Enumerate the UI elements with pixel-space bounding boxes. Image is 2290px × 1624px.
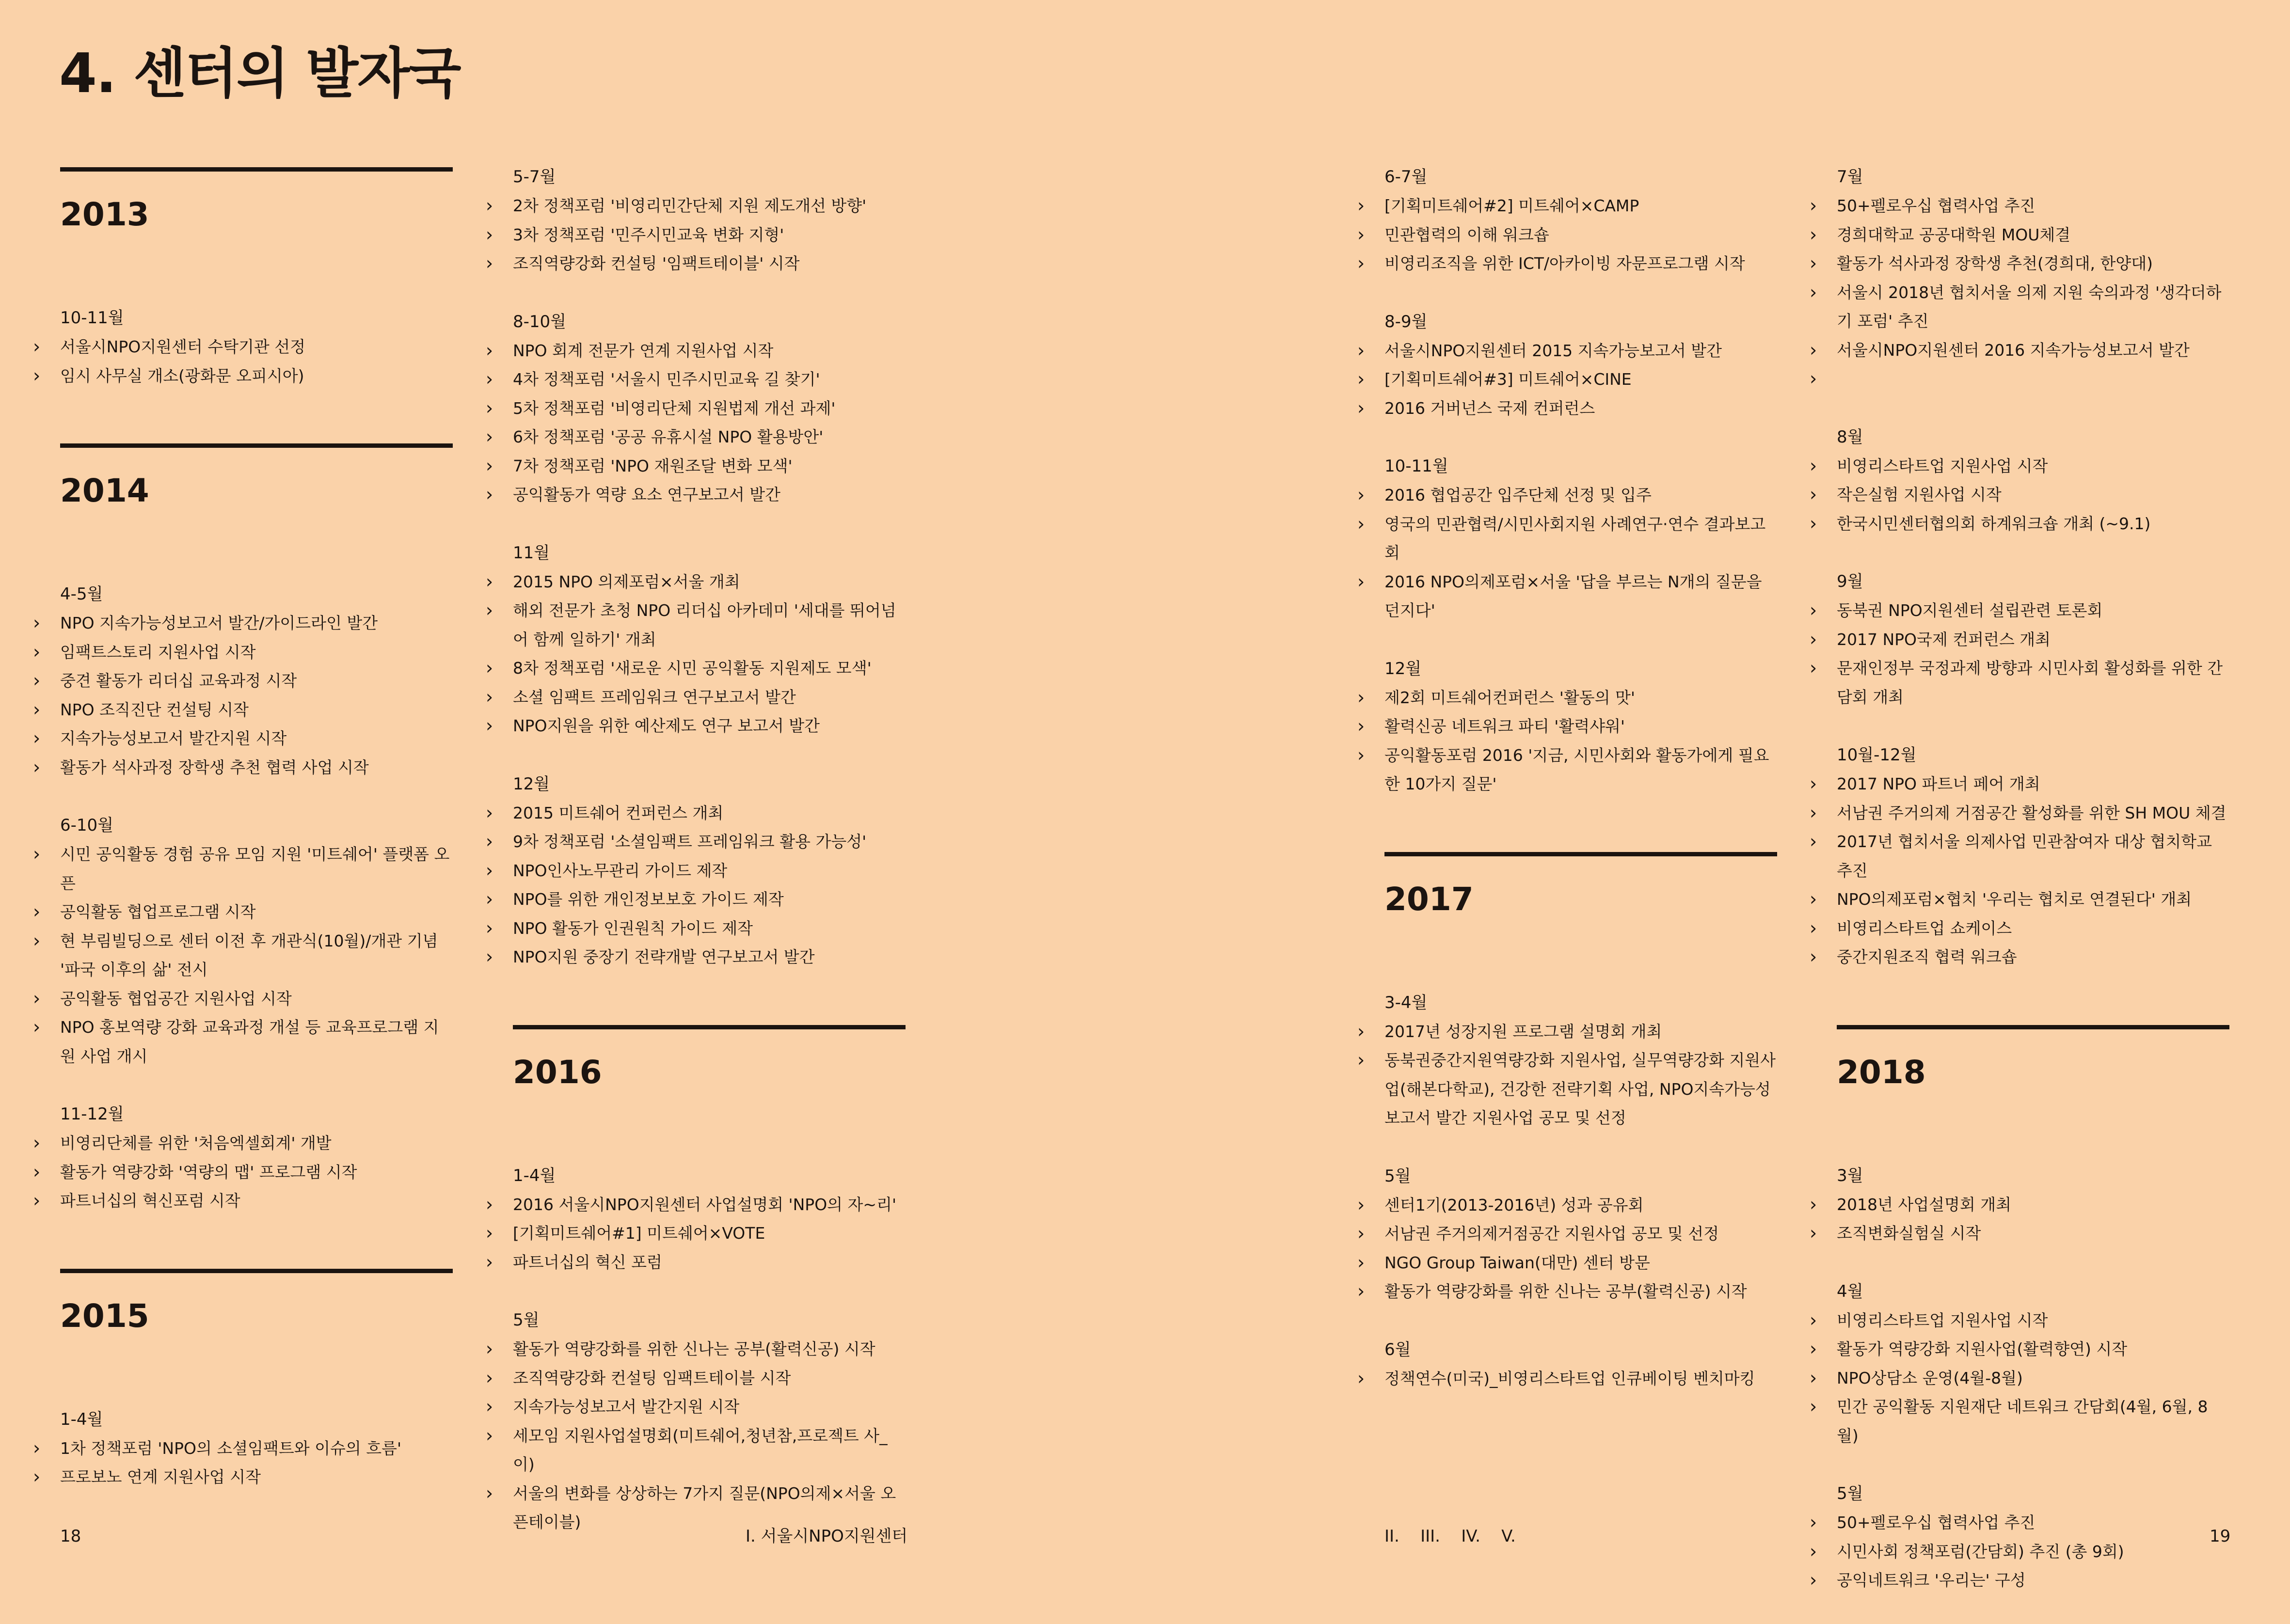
event-item: › 서남권 주거의제거점공간 지원사업 공모 및 선정 (1384, 1219, 1777, 1248)
event-item: › 지속가능성보고서 발간지원 시작 (60, 724, 453, 753)
event-item: › 센터1기(2013-2016년) 성과 공유회 (1384, 1191, 1777, 1220)
event-item: › 민간 공익활동 지원재단 네트워크 간담회(4월, 6월, 8월) (1837, 1392, 2229, 1450)
period-group (1384, 654, 1777, 799)
period-group (1837, 1277, 2229, 1451)
timeline-section (1384, 162, 1777, 799)
timeline-section (1384, 852, 1777, 1393)
event-item: › 세모임 지원사업설명회(미트쉐어,청년참,프로젝트 사_이) (513, 1421, 906, 1479)
period-label: 12월 (513, 774, 550, 794)
period-label: 4-5월 (60, 584, 103, 604)
period-label: 5-7월 (513, 167, 556, 187)
period-label: 10-11월 (1384, 457, 1448, 476)
section-divider (60, 1269, 453, 1273)
timeline-column-3 (1384, 162, 1777, 1422)
event-list (513, 1190, 906, 1277)
section-divider (1837, 1025, 2229, 1029)
event-list (1837, 1508, 2229, 1595)
event-item: › 중견 활동가 리더십 교육과정 시작 (60, 666, 453, 695)
event-item: › NGO Group Taiwan(대만) 센터 방문 (1384, 1248, 1777, 1277)
timeline-column-1 (60, 167, 453, 1521)
period-label: 7월 (1837, 167, 1863, 187)
event-list (60, 840, 453, 1071)
event-item: › 2017 NPO 파트너 페어 개최 (1837, 770, 2229, 799)
event-item: › 서울의 변화를 상상하는 7가지 질문(NPO의제×서울 오픈테이블) (513, 1479, 906, 1537)
event-item: › 경희대학교 공공대학원 MOU체결 (1837, 221, 2229, 250)
event-list (60, 1434, 453, 1492)
timeline-section (1837, 1025, 2229, 1595)
event-item: › 서울시 2018년 협치서울 의제 지원 숙의과정 '생각더하기 포럼' 추진 (1837, 278, 2229, 336)
event-item: › [기획미트쉐어#3] 미트쉐어×CINE (1384, 365, 1777, 394)
event-item (1837, 364, 2229, 394)
event-list (60, 609, 453, 782)
event-item: › 3차 정책포럼 '민주시민교육 변화 지형' (513, 221, 906, 250)
period-label: 12월 (1384, 659, 1422, 678)
timeline-section (513, 1025, 906, 1537)
event-item: › 임팩트스토리 지원사업 시작 (60, 638, 453, 667)
event-item: › NPO 홍보역량 강화 교육과정 개설 등 교육프로그램 지원 사업 개시 (60, 1013, 453, 1071)
event-item: › 50+펠로우십 협력사업 추진 (1837, 191, 2229, 221)
event-item: › 2016 서울시NPO지원센터 사업설명회 'NPO의 자~리' (513, 1190, 906, 1219)
event-item: › NPO 활동가 인권원칙 가이드 제작 (513, 914, 906, 943)
event-list (513, 799, 906, 972)
page-number-right: 19 (2210, 1527, 2231, 1546)
event-item: › 공익활동가 역량 요소 연구보고서 발간 (513, 480, 906, 509)
period-label: 8-10월 (513, 312, 567, 331)
event-item: › 활동가 역량강화 '역량의 맵' 프로그램 시작 (60, 1158, 453, 1187)
event-item: › 비영리스타트업 지원사업 시작 (1837, 1306, 2229, 1335)
timeline-section (60, 443, 453, 1215)
section-divider (60, 167, 453, 172)
event-item: › 8차 정책포럼 '새로운 시민 공익활동 지원제도 모색' (513, 654, 906, 683)
event-item: › 비영리스타트업 쇼케이스 (1837, 914, 2229, 943)
period-group (1837, 162, 2229, 394)
page-number-left: 18 (60, 1527, 81, 1546)
event-item: › 활력신공 네트워크 파티 '활력샤워' (1384, 712, 1777, 741)
event-item: › NPO 조직진단 컨설팅 시작 (60, 695, 453, 725)
period-group (60, 1100, 453, 1215)
event-item: › 시민 공익활동 경험 공유 모임 지원 '미트쉐어' 플랫폼 오픈 (60, 840, 453, 898)
event-item: › 활동가 역량강화를 위한 신나는 공부(활력신공) 시작 (513, 1335, 906, 1364)
event-list (1837, 191, 2229, 394)
event-item: › 동북권 NPO지원센터 설립관련 토론회 (1837, 596, 2229, 625)
event-list (1384, 683, 1777, 799)
event-item: › 현 부림빌딩으로 센터 이전 후 개관식(10월)/개관 기념 '파국 이후의 삶' 전시 (60, 927, 453, 984)
event-item: › 동북권중간지원역량강화 지원사업, 실무역량강화 지원사업(해본다학교), 건강한 전략기획 사업, NPO지속가능성보고서 발간 지원사업 공모 및 선정 (1384, 1046, 1777, 1133)
event-item: › 2015 NPO 의제포럼×서울 개최 (513, 568, 906, 597)
event-list (1384, 1364, 1777, 1393)
event-item: › 2016 거버넌스 국제 컨퍼런스 (1384, 394, 1777, 423)
event-item: › 2015 미트쉐어 컨퍼런스 개최 (513, 799, 906, 828)
period-group (1837, 567, 2229, 711)
page-title: 4. 센터의 발자국 (59, 42, 461, 105)
period-group (1837, 1479, 2229, 1595)
period-group (513, 1306, 906, 1537)
period-label: 10월-12월 (1837, 745, 1917, 765)
event-item: › 조직역량강화 컨설팅 임팩트테이블 시작 (513, 1364, 906, 1393)
event-item: › 조직역량강화 컨설팅 '임팩트테이블' 시작 (513, 249, 906, 278)
event-item: › 50+펠로우십 협력사업 추진 (1837, 1508, 2229, 1537)
event-list (513, 191, 906, 278)
timeline-section (1837, 162, 2229, 972)
event-item: › 민관협력의 이해 워크숍 (1384, 221, 1777, 250)
event-item: › 서울시NPO지원센터 수탁기관 선정 (60, 332, 453, 362)
event-list (1837, 596, 2229, 711)
event-item: › 조직변화실험실 시작 (1837, 1219, 2229, 1248)
timeline-column-4 (1837, 162, 2229, 1624)
event-item: › 6차 정책포럼 '공공 유휴시설 NPO 활용방안' (513, 423, 906, 452)
event-item: › 소셜 임팩트 프레임워크 연구보고서 발간 (513, 683, 906, 712)
event-item: › 9차 정책포럼 '소셜임팩트 프레임워크 활용 가능성' (513, 827, 906, 856)
period-group (60, 811, 453, 1071)
event-list (513, 1335, 906, 1537)
event-list (1384, 336, 1777, 423)
event-item: › 공익활동 협업공간 지원사업 시작 (60, 984, 453, 1013)
period-label: 11월 (513, 543, 550, 563)
event-item: › 1차 정책포럼 'NPO의 소셜임팩트와 이슈의 흐름' (60, 1434, 453, 1463)
event-item: › 파트너십의 혁신 포럼 (513, 1248, 906, 1277)
timeline-section (513, 162, 906, 972)
event-list (1837, 452, 2229, 538)
period-group (1837, 423, 2229, 538)
event-item: › 2차 정책포럼 '비영리민간단체 지원 제도개선 방향' (513, 191, 906, 221)
event-item: › [기획미트쉐어#1] 미트쉐어×VOTE (513, 1219, 906, 1248)
event-list (60, 332, 453, 390)
event-item: › 제2회 미트쉐어컨퍼런스 '활동의 맛' (1384, 683, 1777, 712)
event-list (513, 336, 906, 509)
period-label: 6-7월 (1384, 167, 1428, 187)
event-list (1384, 481, 1777, 625)
period-label: 11-12월 (60, 1104, 124, 1124)
event-item: › NPO지원을 위한 예산제도 연구 보고서 발간 (513, 711, 906, 741)
period-label: 8-9월 (1384, 312, 1428, 331)
period-group (1384, 452, 1777, 625)
event-item: › NPO 회계 전문가 연계 지원사업 시작 (513, 336, 906, 365)
event-item: › NPO상담소 운영(4월-8월) (1837, 1364, 2229, 1393)
event-item: › NPO를 위한 개인정보보호 가이드 제작 (513, 885, 906, 914)
event-list (1837, 770, 2229, 972)
period-label: 1-4월 (60, 1409, 103, 1429)
event-item: › 한국시민센터협의회 하계워크숍 개최 (~9.1) (1837, 509, 2229, 538)
timeline-section (60, 167, 453, 390)
event-item: › 정책연수(미국)_비영리스타트업 인큐베이팅 벤치마킹 (1384, 1364, 1777, 1393)
event-item: › 파트너십의 혁신포럼 시작 (60, 1186, 453, 1215)
period-group (1384, 988, 1777, 1133)
period-group (1837, 741, 2229, 972)
period-label: 3월 (1837, 1166, 1863, 1185)
event-item: › 서울시NPO지원센터 2016 지속가능성보고서 발간 (1837, 336, 2229, 365)
event-item: › NPO의제포럼×협치 '우리는 협치로 연결된다' 개최 (1837, 885, 2229, 914)
event-item: › 활동가 역량강화 지원사업(활력향연) 시작 (1837, 1335, 2229, 1364)
year-heading: 2015 (60, 1297, 149, 1335)
running-footer-right: II. III. IV. V. (1384, 1527, 1516, 1546)
event-item: › 비영리조직을 위한 ICT/아카이빙 자문프로그램 시작 (1384, 249, 1777, 278)
event-list (1384, 1017, 1777, 1133)
period-group (60, 303, 453, 390)
event-item: › 4차 정책포럼 '서울시 민주시민교육 길 찾기' (513, 365, 906, 394)
timeline-column-2 (513, 162, 906, 1566)
period-label: 3-4월 (1384, 993, 1428, 1012)
year-heading: 2013 (60, 196, 149, 233)
period-label: 10-11월 (60, 308, 124, 328)
event-item: › 지속가능성보고서 발간지원 시작 (513, 1392, 906, 1421)
period-label: 4월 (1837, 1281, 1863, 1301)
period-label: 6-10월 (60, 816, 114, 835)
period-group (1384, 162, 1777, 278)
event-item: › 영국의 민관협력/시민사회지원 사례연구·연수 결과보고회 (1384, 510, 1777, 568)
event-item: › 시민사회 정책포럼(간담회) 추진 (총 9회) (1837, 1537, 2229, 1566)
period-group (1384, 1335, 1777, 1393)
year-heading: 2017 (1384, 880, 1474, 918)
event-list (1837, 1306, 2229, 1451)
period-group (513, 538, 906, 741)
period-group (60, 580, 453, 782)
event-item: › 중간지원조직 협력 워크숍 (1837, 943, 2229, 972)
event-item: › 활동가 석사과정 장학생 추천(경희대, 한양대) (1837, 249, 2229, 278)
period-label: 5월 (1384, 1166, 1411, 1186)
event-item: › 공익네트워크 '우리는' 구성 (1837, 1566, 2229, 1595)
period-group (1384, 307, 1777, 423)
period-label: 5월 (1837, 1484, 1863, 1503)
event-item: › 2017년 협치서울 의제사업 민관참여자 대상 협치학교 추진 (1837, 827, 2229, 885)
event-item: › 2016 협업공간 입주단체 선정 및 입주 (1384, 481, 1777, 510)
event-item: › 프로보노 연계 지원사업 시작 (60, 1463, 453, 1492)
period-label: 8월 (1837, 427, 1863, 447)
event-item: › 활동가 역량강화를 위한 신나는 공부(활력신공) 시작 (1384, 1277, 1777, 1306)
event-item: › 문재인정부 국정과제 방향과 시민사회 활성화를 위한 간담회 개최 (1837, 654, 2229, 711)
section-divider (60, 443, 453, 448)
period-group (513, 162, 906, 278)
year-heading: 2016 (513, 1053, 602, 1091)
event-item: › 활동가 석사과정 장학생 추천 협력 사업 시작 (60, 753, 453, 782)
event-item: › 해외 전문가 초청 NPO 리더십 아카데미 '세대를 뛰어넘어 함께 일하기' 개최 (513, 596, 906, 654)
event-item: › [기획미트쉐어#2] 미트쉐어×CAMP (1384, 191, 1777, 221)
event-item: › 공익활동 협업프로그램 시작 (60, 898, 453, 927)
period-group (1384, 1162, 1777, 1306)
event-item: › 7차 정책포럼 'NPO 재원조달 변화 모색' (513, 452, 906, 481)
event-item: › 비영리스타트업 지원사업 시작 (1837, 452, 2229, 481)
event-item: › NPO지원 중장기 전략개발 연구보고서 발간 (513, 943, 906, 972)
event-item: › NPO인사노무관리 가이드 제작 (513, 856, 906, 885)
event-item: › 서울시NPO지원센터 2015 지속가능보고서 발간 (1384, 336, 1777, 365)
period-group (1837, 1161, 2229, 1248)
period-group (60, 1405, 453, 1492)
event-list (513, 568, 906, 741)
event-item: › 5차 정책포럼 '비영리단체 지원법제 개선 과제' (513, 394, 906, 423)
event-item: › 임시 사무실 개소(광화문 오피시아) (60, 362, 453, 391)
event-item: › 비영리단체를 위한 '처음엑셀회계' 개발 (60, 1129, 453, 1158)
event-list (60, 1129, 453, 1215)
event-list (1837, 1190, 2229, 1248)
timeline-section (60, 1269, 453, 1492)
event-item: › NPO 지속가능성보고서 발간/가이드라인 발간 (60, 609, 453, 638)
section-divider (513, 1025, 906, 1029)
year-heading: 2014 (60, 472, 149, 509)
event-list (1384, 1191, 1777, 1306)
period-label: 1-4월 (513, 1166, 556, 1185)
event-item: › 2016 NPO의제포럼×서울 '답을 부르는 N개의 질문을 던지다' (1384, 568, 1777, 625)
event-item: › 2018년 사업설명회 개최 (1837, 1190, 2229, 1219)
period-group (513, 1161, 906, 1277)
running-footer-left: I. 서울시NPO지원센터 (746, 1527, 908, 1546)
event-item: › 2017년 성장지원 프로그램 설명회 개최 (1384, 1017, 1777, 1046)
event-list (1384, 191, 1777, 278)
period-group (513, 770, 906, 972)
event-item: › 공익활동포럼 2016 '지금, 시민사회와 활동가에게 필요한 10가지 질문' (1384, 741, 1777, 799)
event-item: › 2017 NPO국제 컨퍼런스 개최 (1837, 625, 2229, 654)
year-heading: 2018 (1837, 1053, 1926, 1091)
section-divider (1384, 852, 1777, 856)
period-label: 5월 (513, 1310, 540, 1330)
period-label: 9월 (1837, 572, 1863, 591)
event-item: › 작은실험 지원사업 시작 (1837, 480, 2229, 509)
period-label: 6월 (1384, 1340, 1411, 1359)
period-group (513, 307, 906, 509)
event-item: › 서남권 주거의제 거점공간 활성화를 위한 SH MOU 체결 (1837, 799, 2229, 828)
